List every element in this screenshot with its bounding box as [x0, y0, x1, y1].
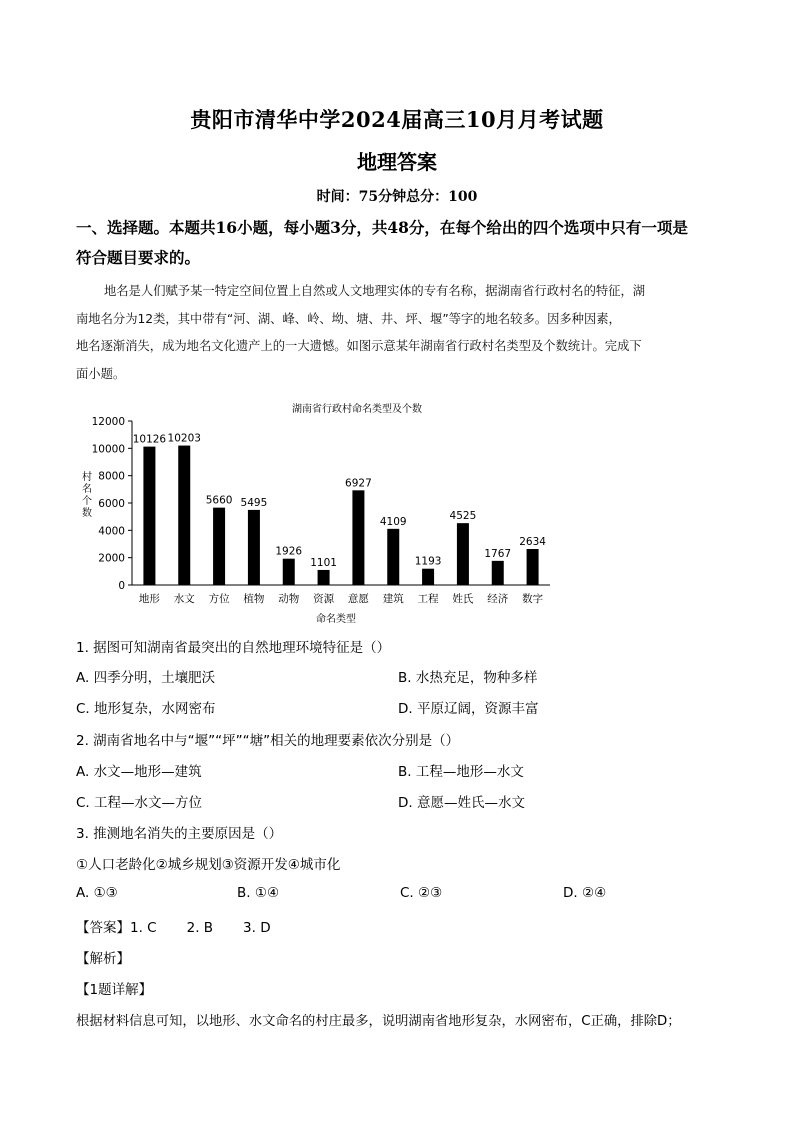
- analysis-detail-label: 【1题详解】: [76, 982, 153, 998]
- bar: [143, 447, 155, 585]
- question-2-option-d[interactable]: D. 意愿—姓氏—水文: [398, 795, 525, 811]
- bar: [422, 569, 434, 585]
- question-3-option-d[interactable]: D. ②④: [563, 885, 607, 901]
- section-heading-line2: 符合题目要求的。: [76, 248, 201, 267]
- bar: [178, 446, 190, 585]
- analysis-label: 【解析】: [76, 951, 130, 967]
- x-tick-label: 经济: [487, 593, 509, 605]
- y-tick-label: 10000: [91, 443, 125, 456]
- bar: [457, 523, 469, 585]
- bar: [492, 561, 504, 585]
- x-tick-label: 意愿: [347, 593, 369, 605]
- x-tick-label: 数字: [522, 593, 544, 605]
- y-axis-label: 村名个数: [82, 472, 92, 519]
- question-1-stem: 1. 据图可知湖南省最突出的自然地理环境特征是（）: [76, 640, 391, 656]
- bar-value-label: 10126: [132, 433, 167, 446]
- bar: [527, 549, 539, 585]
- y-tick-label: 2000: [98, 552, 125, 565]
- bar-chart: [70, 412, 570, 627]
- x-tick-label: 建筑: [382, 593, 404, 605]
- bar: [387, 529, 399, 585]
- x-tick-label: 工程: [417, 593, 439, 605]
- bar-value-label: 6927: [345, 477, 372, 490]
- question-1-option-d[interactable]: D. 平原辽阔，资源丰富: [398, 701, 539, 717]
- passage-line: 面小题。: [76, 366, 126, 381]
- bar: [283, 559, 295, 585]
- x-tick-label: 水文: [173, 593, 195, 605]
- passage: [76, 278, 718, 388]
- analysis-detail-text: 根据材料信息可知，以地形、水文命名的村庄最多，说明湖南省地形复杂，水网密布，C正确，排除D；: [76, 1014, 681, 1029]
- bar: [352, 490, 364, 585]
- question-2-option-b[interactable]: B. 工程—地形—水文: [398, 764, 524, 780]
- answer-label: 【答案】: [76, 920, 130, 936]
- bar-value-label: 5660: [205, 494, 233, 507]
- x-axis-label: 命名类型: [316, 614, 356, 625]
- x-tick-label: 地形: [138, 593, 160, 605]
- x-tick-label: 资源: [313, 593, 335, 605]
- bar-value-label: 1926: [275, 545, 303, 558]
- question-3-option-b[interactable]: B. ①④: [237, 885, 280, 901]
- bar-value-label: 1193: [414, 555, 442, 568]
- answer-item: 2. B: [186, 920, 214, 936]
- y-tick-label: 12000: [91, 416, 125, 428]
- bar: [213, 508, 225, 585]
- question-3-stem: 3. 推测地名消失的主要原因是（）: [76, 826, 283, 842]
- bar-value-label: 1101: [310, 556, 337, 569]
- bar-value-label: 5495: [240, 496, 268, 509]
- question-2-option-a[interactable]: A. 水文—地形—建筑: [76, 764, 202, 780]
- bar: [318, 570, 330, 585]
- y-tick-label: 6000: [98, 498, 125, 510]
- question-1-option-a[interactable]: A. 四季分明，土壤肥沃: [76, 670, 216, 686]
- page-subtitle: 地理答案: [357, 150, 437, 174]
- y-tick-label: 0: [118, 580, 125, 592]
- passage-line: 南地名分为12类，其中带有“河、湖、峰、岭、坳、塘、井、坪、堰”等字的地名较多。因多种因素，: [76, 311, 621, 326]
- y-tick-label: 4000: [98, 525, 125, 538]
- x-tick-label: 方位: [208, 593, 230, 605]
- question-3-sub: ①人口老龄化②城乡规划③资源开发④城市化: [76, 857, 341, 873]
- bar-value-label: 10203: [167, 432, 201, 445]
- x-tick-label: 动物: [278, 593, 300, 605]
- bar-value-label: 2634: [519, 536, 546, 549]
- page-title: 贵阳市清华中学2024届高三10月月考试题: [190, 107, 604, 132]
- question-1-option-b[interactable]: B. 水热充足，物种多样: [398, 670, 538, 686]
- bar-value-label: 1767: [484, 547, 512, 560]
- question-1-option-c[interactable]: C. 地形复杂，水网密布: [76, 701, 216, 717]
- answer-item: 3. D: [243, 920, 271, 936]
- x-tick-label: 植物: [243, 593, 265, 605]
- question-2-stem: 2. 湖南省地名中与“堰”“坪”“塘”相关的地理要素依次分别是（）: [76, 733, 460, 749]
- passage-line: 地名是人们赋予某一特定空间位置上自然或人文地理实体的专有名称，据湖南省行政村名的特征，湖: [104, 284, 646, 298]
- bar: [248, 510, 260, 585]
- chart-title: 湖南省行政村命名类型及个数: [292, 404, 422, 415]
- time-info: 时间：75分钟总分：100: [316, 189, 478, 205]
- answer-line: [76, 916, 271, 936]
- x-tick-label: 姓氏: [452, 593, 474, 605]
- question-3-option-a[interactable]: A. ①③: [76, 885, 118, 901]
- question-3-option-c[interactable]: C. ②③: [400, 885, 443, 901]
- passage-line: 地名逐渐消失，成为地名文化遗产上的一大遗憾。如图示意某年湖南省行政村名类型及个数统计。完成下: [76, 339, 642, 353]
- bar-value-label: 4525: [449, 510, 477, 523]
- question-2-option-c[interactable]: C. 工程—水文—方位: [76, 795, 203, 811]
- answer-item: 1. C: [130, 920, 157, 936]
- section-heading-line1: 一、选择题。本题共16小题，每小题3分，共48分，在每个给出的四个选项中只有一项是: [76, 218, 688, 237]
- bar-value-label: 4109: [379, 515, 407, 528]
- y-tick-label: 8000: [98, 470, 125, 483]
